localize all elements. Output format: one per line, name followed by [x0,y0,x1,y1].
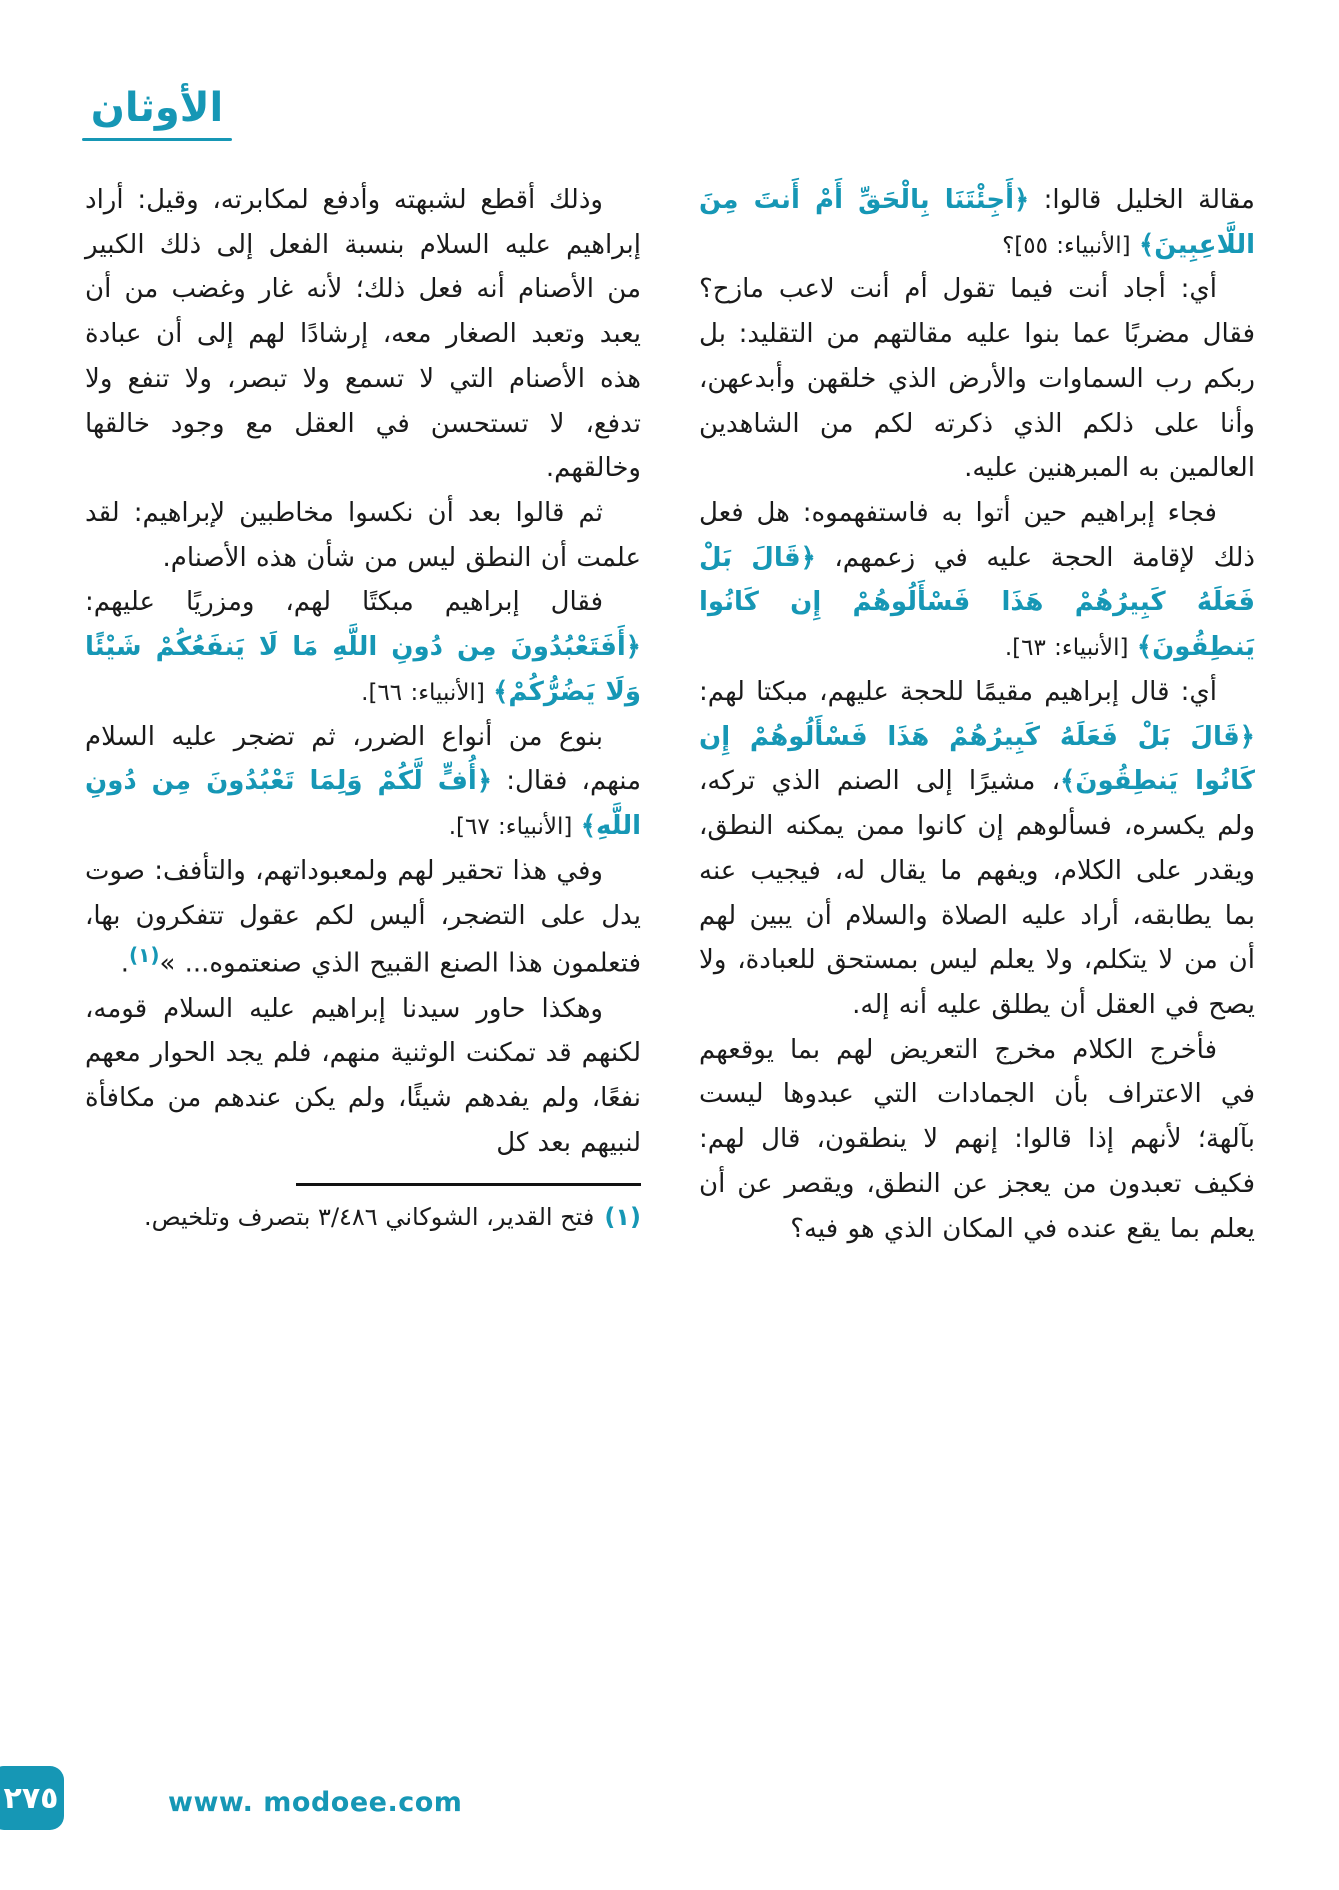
page-number: ٢٧٥ [3,1780,59,1816]
body-text: ثم قالوا بعد أن نكسوا مخاطبين لإبراهيم: لقد علمت أن النطق ليس من شأن هذه الأصنام. [85,498,641,573]
paragraph [699,267,1255,491]
body-text: فجاء إبراهيم حين أتوا به فاستفهموه: هل فعل ذلك لإقامة الحجة عليه في زعمهم، [699,498,1255,573]
quran-verse: ﴿أَجِئْتَنَا بِالْحَقِّ أَمْ أَنتَ مِنَ اللَّاعِبِينَ﴾ [699,185,1255,260]
body-text: وفي هذا تحقير لهم ولمعبوداتهم، والتأفف: صوت يدل على التضجر، أليس لكم عقول تتفكرون بها، فتعلمون هذا الصنع القبيح الذي صنعتموه... » [84,855,641,979]
book-logo [82,86,232,141]
footnote [85,1183,641,1236]
paragraph [85,491,641,580]
verse-reference: [الأنبياء: ٥٥]؟ [1002,232,1139,259]
paragraph [85,580,641,714]
paragraph [699,491,1255,670]
paragraph [699,670,1255,1028]
body-text: أي: قال إبراهيم مقيمًا للحجة عليهم، مبكتا لهم: [699,676,1217,707]
page-content [84,178,1255,1251]
paragraph [85,849,641,987]
book-logo-text: الأوثان [90,85,224,131]
body-text: ، مشيرًا إلى الصنم الذي تركه، ولم يكسره، فسألوهم إن كانوا ممن يمكنه النطق، ويقدر على الكلام، ويفهم ما يقال له، فيجيب عنه بما يطابقه، أراد عليه الصلاة والسلام أن يبين لهم أن من لا يتكلم، ولا يعلم ليس بمستحق للعبادة، ولا يصح في العقل أن يطلق عليه أنه إله. [699,766,1255,1020]
quran-verse: ﴿قَالَ بَلْ فَعَلَهُ كَبِيرُهُمْ هَذَا فَسْأَلُوهُمْ إِن كَانُوا يَنطِقُونَ﴾ [699,542,1255,663]
column-left [85,178,641,1251]
paragraph [85,178,641,491]
body-text: . [120,948,129,979]
quran-verse: ﴿أَفَتَعْبُدُونَ مِن دُونِ اللَّهِ مَا لَا يَنفَعُكُمْ شَيْئًا وَلَا يَضُرُّكُمْ﴾ [85,632,641,707]
footnote-number: (١) [604,1203,641,1232]
footnote-separator [296,1183,641,1186]
quran-verse: ﴿قَالَ بَلْ فَعَلَهُ كَبِيرُهُمْ هَذَا فَسْأَلُوهُمْ إِن كَانُوا يَنطِقُونَ﴾ [699,721,1256,797]
body-text: فقال إبراهيم مبكتًا لهم، ومزريًا عليهم: [85,587,603,618]
body-text: أي: أجاد أنت فيما تقول أم أنت لاعب مازح؟ فقال مضربًا عما بنوا عليه مقالتهم من التقليد: بل ربكم رب السماوات والأرض الذي خلقهن وأبدعهن، وأنا على ذلكم الذي ذكرته لكم من الشاهدين العالمين به المبرهنين عليه. [699,274,1255,484]
paragraph [699,178,1255,267]
page-number-tab [0,1766,64,1830]
paragraph [699,1028,1255,1252]
body-text: مقالة الخليل قالوا: [1029,185,1255,215]
paragraph [85,987,641,1166]
footnote-body [85,1198,641,1236]
body-text: بنوع من أنواع الضرر، ثم تضجر عليه السلام منهم، فقال: [85,721,641,797]
body-text: وهكذا حاور سيدنا إبراهيم عليه السلام قومه، لكنهم قد تمكنت الوثنية منهم، فلم يجد الحوار معهم نفعًا، ولم يفدهم شيئًا، ولم يكن عندهم من مكافأة لنبيهم بعد كل [85,993,641,1158]
body-text: وذلك أقطع لشبهته وأدفع لمكابرته، وقيل: أراد إبراهيم عليه السلام بنسبة الفعل إلى ذلك الكبير من الأصنام أنه فعل ذلك؛ لأنه غار وغضب من أن يعبد وتعبد الصغار معه، إرشادًا لهم إلى أن عبادة هذه الأصنام التي لا تسمع ولا تبصر، ولا تنفع ولا تدفع، لا تستحسن في العقل مع وجود خالقها وخالقهم. [85,185,641,484]
body-text: فأخرج الكلام مخرج التعريض لهم بما يوقعهم في الاعتراف بأن الجمادات التي عبدوها ليست بآلهة؛ لأنهم إذا قالوا: إنهم لا ينطقون، قال لهم: فكيف تعبدون من يعجز عن النطق، ويقصر عن أن يعلم بما يقع عنده في المكان الذي هو فيه؟ [699,1034,1255,1244]
quran-verse: ﴿أُفٍّ لَّكُمْ وَلِمَا تَعْبُدُونَ مِن دُونِ اللَّهِ﴾ [85,766,641,842]
paragraph [85,715,641,849]
verse-reference: [الأنبياء: ٦٧]. [448,814,581,841]
logo-underline [82,138,232,141]
verse-reference: [الأنبياء: ٦٣]. [1004,635,1137,662]
verse-reference: [الأنبياء: ٦٦]. [361,679,494,706]
footnote-text: فتح القدير، الشوكاني ٣/٤٨٦ بتصرف وتلخيص. [143,1203,595,1232]
footnote-marker: (١) [128,943,160,968]
column-right [699,178,1255,1251]
website-url: www. modoee.com [168,1787,463,1818]
